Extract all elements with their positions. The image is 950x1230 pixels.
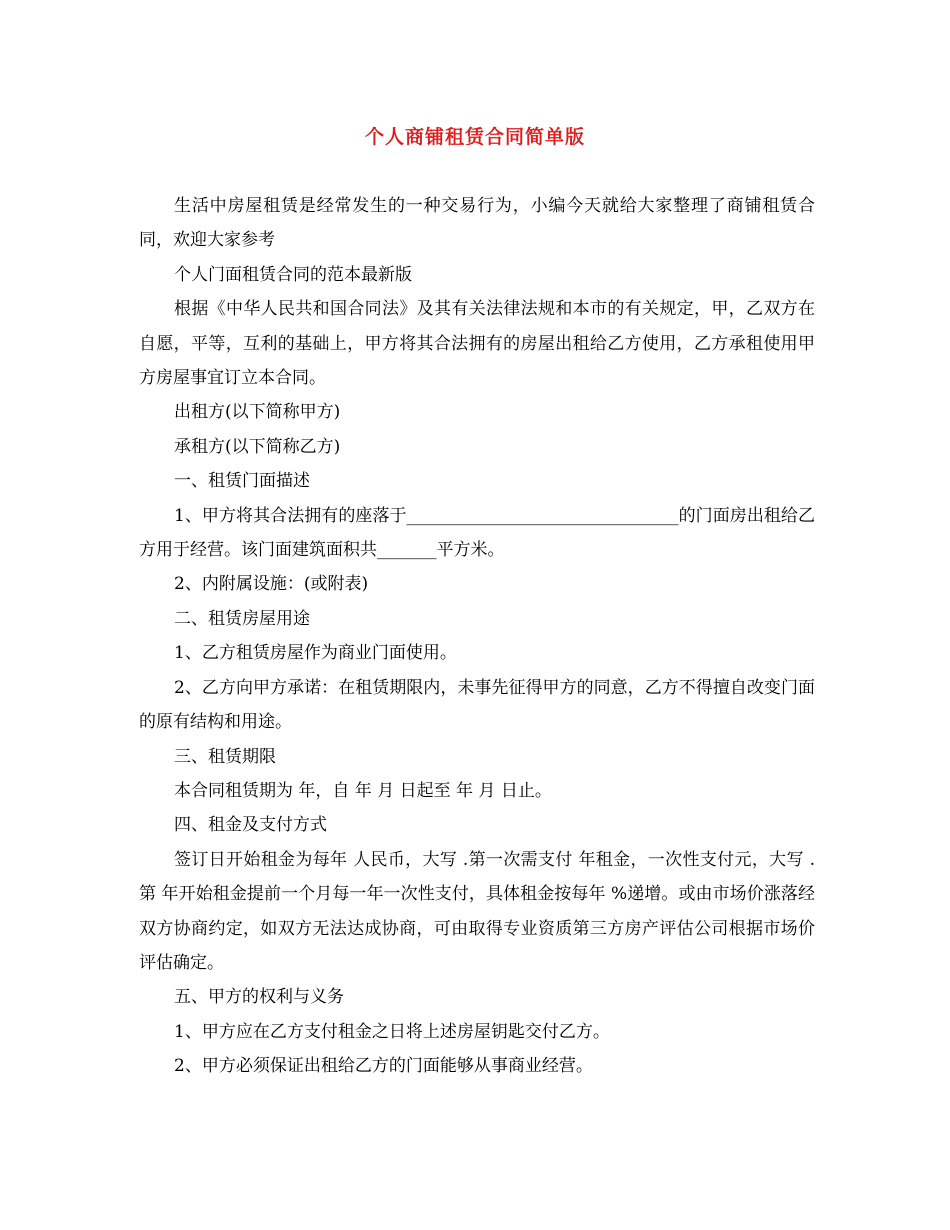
section-heading-1: 一、租赁门面描述	[174, 471, 310, 492]
paragraph-lessee: 承租方(以下简称乙方)	[174, 436, 341, 457]
clause-3-1: 本合同租赁期为 年，自 年 月 日起至 年 月 日止。	[174, 780, 552, 801]
section-heading-5: 五、甲方的权利与义务	[174, 987, 344, 1008]
document-title: 个人商铺租赁合同简单版	[364, 126, 585, 148]
section-heading-2: 二、租赁房屋用途	[174, 608, 310, 629]
section-heading-3: 三、租赁期限	[174, 746, 276, 767]
clause-4-1: 签订日开始租金为每年 人民币，大写 .第一次需支付 年租金，一次性支付元，大写 .第 年开始租金提前一个月每一年一次性支付，具体租金按每年 %递增。或由市场价涨落经双方协商约定，如双方无法达成协商，可由取得专业资质第三方房产评估公司根据市场价评估确定。	[139, 849, 815, 973]
clause-1-2: 2、内附属设施：(或附表)	[174, 574, 369, 595]
paragraph-intro: 生活中房屋租赁是经常发生的一种交易行为，小编今天就给大家整理了商铺租赁合同，欢迎大家参考	[139, 196, 815, 251]
clause-2-1: 1、乙方租赁房屋作为商业门面使用。	[174, 643, 457, 664]
paragraph-lessor: 出租方(以下简称甲方)	[174, 402, 341, 423]
clause-2-2: 2、乙方向甲方承诺：在租赁期限内，未事先征得甲方的同意，乙方不得擅自改变门面的原有结构和用途。	[139, 677, 815, 733]
document-body	[139, 189, 815, 1084]
clause-1-1: 1、甲方将其合法拥有的座落于________________________________的门面房出租给乙方用于经营。该门面建筑面积共_______平方米。	[139, 505, 815, 561]
paragraph-preamble: 根据《中华人民共和国合同法》及其有关法律法规和本市的有关规定，甲，乙双方在自愿，平等，互利的基础上，甲方将其合法拥有的房屋出租给乙方使用，乙方承租使用甲方房屋事宜订立本合同。	[139, 299, 815, 389]
clause-5-2: 2、甲方必须保证出租给乙方的门面能够从事商业经营。	[174, 1056, 593, 1077]
clause-5-1: 1、甲方应在乙方支付租金之日将上述房屋钥匙交付乙方。	[174, 1021, 610, 1042]
paragraph-subtitle: 个人门面租赁合同的范本最新版	[174, 264, 412, 285]
section-heading-4: 四、租金及支付方式	[174, 815, 327, 836]
